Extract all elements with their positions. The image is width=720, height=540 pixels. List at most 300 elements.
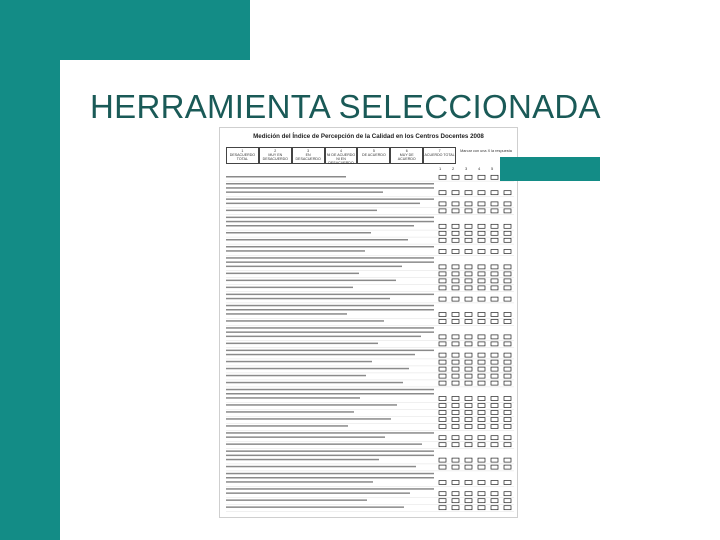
answer-checkbox (478, 353, 485, 357)
answer-checkbox (491, 458, 498, 462)
answer-checkbox (504, 404, 511, 408)
answer-checkbox (452, 265, 459, 269)
answer-checkbox (504, 458, 511, 462)
answer-checkbox (439, 335, 446, 339)
answer-checkbox (491, 191, 498, 195)
answer-checkbox (504, 224, 511, 228)
answer-checkbox (452, 250, 459, 254)
question-text (226, 466, 416, 468)
answer-checkbox (452, 418, 459, 422)
answer-checkbox (465, 465, 472, 469)
answer-checkbox (439, 313, 446, 317)
question-row (226, 272, 514, 278)
answer-checkbox (504, 335, 511, 339)
question-row (226, 432, 514, 441)
answer-checkbox (439, 224, 446, 228)
question-text (226, 432, 434, 434)
answer-checkbox (452, 238, 459, 242)
answer-checkbox (465, 404, 472, 408)
answer-checkbox (478, 209, 485, 213)
answer-checkbox (478, 238, 485, 242)
question-text (226, 354, 415, 356)
answer-checkbox (478, 418, 485, 422)
question-text (226, 459, 379, 461)
top-accent-bar (60, 0, 250, 60)
question-text (226, 411, 354, 413)
question-text (226, 488, 434, 490)
answer-checkbox (504, 499, 511, 503)
answer-checkbox (465, 458, 472, 462)
question-row (226, 305, 514, 319)
question-row (226, 389, 514, 403)
answer-checkbox (452, 481, 459, 485)
questionnaire-image (219, 127, 518, 518)
question-text (226, 327, 434, 329)
scale-label-2: 2 MUY EN DESACUERDO (259, 147, 292, 164)
answer-checkbox (491, 272, 498, 276)
answer-checkbox (439, 202, 446, 206)
answer-checkbox (465, 320, 472, 324)
answer-checkbox (478, 202, 485, 206)
answer-checkbox (465, 506, 472, 510)
answer-checkbox (439, 286, 446, 290)
question-text (226, 280, 396, 282)
question-row (226, 367, 514, 373)
answer-checkbox (452, 342, 459, 346)
answer-checkbox (439, 297, 446, 301)
answer-checkbox (504, 297, 511, 301)
column-number-1: 1 (439, 166, 442, 171)
answer-checkbox (504, 209, 511, 213)
answer-checkbox (478, 191, 485, 195)
question-text (226, 309, 434, 311)
answer-checkbox (439, 481, 446, 485)
question-text (226, 389, 434, 391)
answer-checkbox (478, 443, 485, 447)
question-row (226, 506, 514, 512)
answer-checkbox (491, 425, 498, 429)
column-number-5: 5 (491, 166, 494, 171)
column-number-2: 2 (452, 166, 455, 171)
answer-checkbox (465, 191, 472, 195)
question-text (226, 313, 347, 315)
answer-checkbox (452, 443, 459, 447)
question-row (226, 404, 514, 410)
answer-checkbox (478, 272, 485, 276)
answer-checkbox (452, 411, 459, 415)
answer-checkbox (452, 191, 459, 195)
question-row (226, 443, 514, 449)
answer-checkbox (452, 286, 459, 290)
question-text (226, 298, 390, 300)
question-row (226, 294, 514, 303)
answer-checkbox (504, 286, 511, 290)
answer-checkbox (491, 175, 498, 179)
scale-label-3: 3 EN DESACUERDO (292, 147, 325, 164)
answer-checkbox (491, 404, 498, 408)
answer-checkbox (452, 404, 459, 408)
answer-checkbox (504, 374, 511, 378)
question-text (226, 506, 404, 508)
answer-checkbox (452, 506, 459, 510)
question-row (226, 231, 514, 237)
answer-checkbox (439, 320, 446, 324)
question-row (226, 360, 514, 366)
question-row (226, 286, 514, 292)
rating-scale-legend (226, 147, 456, 164)
answer-checkbox (491, 313, 498, 317)
answer-checkbox (465, 397, 472, 401)
question-text (226, 176, 346, 178)
question-text (226, 305, 434, 307)
question-text (226, 382, 403, 384)
answer-checkbox (478, 481, 485, 485)
scale-label-7: 7 ACUERDO TOTAL (423, 147, 456, 164)
answer-checkbox (478, 265, 485, 269)
answer-checkbox (504, 313, 511, 317)
question-text (226, 294, 434, 296)
answer-checkbox (504, 506, 511, 510)
answer-checkbox (478, 425, 485, 429)
answer-checkbox (465, 231, 472, 235)
answer-checkbox (491, 381, 498, 385)
question-row (226, 257, 514, 271)
question-text (226, 404, 397, 406)
question-row (226, 183, 514, 197)
answer-checkbox (452, 381, 459, 385)
answer-checkbox (465, 313, 472, 317)
answer-checkbox (504, 202, 511, 206)
answer-checkbox (478, 297, 485, 301)
question-row (226, 279, 514, 285)
answer-checkbox (465, 499, 472, 503)
answer-checkbox (504, 465, 511, 469)
question-row (226, 425, 514, 431)
question-row (226, 327, 514, 341)
answer-checkbox (478, 279, 485, 283)
answer-checkbox (439, 175, 446, 179)
question-row (226, 198, 514, 207)
answer-checkbox (465, 374, 472, 378)
answer-checkbox (504, 443, 511, 447)
scale-label-6: 6 MUY DE ACUERDO (390, 147, 423, 164)
answer-checkbox (452, 224, 459, 228)
answer-checkbox (504, 367, 511, 371)
answer-checkbox (491, 209, 498, 213)
question-text (226, 336, 421, 338)
answer-checkbox (465, 353, 472, 357)
answer-checkbox (504, 481, 511, 485)
answer-checkbox (439, 499, 446, 503)
answer-checkbox (439, 353, 446, 357)
answer-checkbox (504, 492, 511, 496)
answer-checkbox (478, 374, 485, 378)
answer-checkbox (478, 492, 485, 496)
answer-checkbox (465, 224, 472, 228)
question-text (226, 443, 422, 445)
answer-checkbox (491, 279, 498, 283)
question-text (226, 343, 378, 345)
answer-checkbox (491, 506, 498, 510)
questionnaire-rows (220, 173, 517, 513)
answer-checkbox (465, 425, 472, 429)
answer-checkbox (452, 492, 459, 496)
answer-checkbox (452, 360, 459, 364)
answer-checkbox (504, 436, 511, 440)
answer-checkbox (452, 231, 459, 235)
answer-checkbox (452, 436, 459, 440)
answer-checkbox (439, 209, 446, 213)
answer-checkbox (439, 506, 446, 510)
question-text (226, 210, 377, 212)
answer-checkbox (452, 313, 459, 317)
accent-stripe (500, 157, 600, 181)
answer-checkbox (478, 465, 485, 469)
answer-checkbox (452, 458, 459, 462)
answer-checkbox (491, 499, 498, 503)
answer-checkbox (452, 279, 459, 283)
answer-checkbox (478, 411, 485, 415)
answer-checkbox (465, 411, 472, 415)
answer-checkbox (465, 286, 472, 290)
rating-column-header: Marcar con una X la respuesta (460, 149, 512, 153)
question-row (226, 175, 514, 181)
answer-checkbox (504, 418, 511, 422)
question-text (226, 187, 434, 189)
answer-checkbox (478, 367, 485, 371)
answer-checkbox (478, 175, 485, 179)
question-text (226, 261, 434, 263)
answer-checkbox (478, 360, 485, 364)
answer-checkbox (465, 297, 472, 301)
column-number-3: 3 (465, 166, 468, 171)
answer-checkbox (452, 175, 459, 179)
answer-checkbox (452, 272, 459, 276)
rounded-corner (60, 60, 90, 90)
answer-checkbox (478, 250, 485, 254)
answer-checkbox (439, 443, 446, 447)
answer-checkbox (504, 265, 511, 269)
answer-checkbox (478, 342, 485, 346)
question-text (226, 481, 373, 483)
answer-checkbox (478, 499, 485, 503)
answer-checkbox (478, 436, 485, 440)
answer-checkbox (452, 374, 459, 378)
answer-checkbox (465, 272, 472, 276)
question-text (226, 246, 434, 248)
question-text (226, 492, 410, 494)
answer-checkbox (491, 202, 498, 206)
question-text (226, 183, 434, 185)
answer-checkbox (504, 250, 511, 254)
answer-checkbox (491, 265, 498, 269)
question-text (226, 425, 348, 427)
answer-checkbox (439, 265, 446, 269)
answer-checkbox (452, 202, 459, 206)
question-text (226, 198, 434, 200)
question-text (226, 436, 385, 438)
answer-checkbox (478, 506, 485, 510)
question-text (226, 473, 434, 475)
question-text (226, 191, 383, 193)
answer-checkbox (491, 360, 498, 364)
answer-checkbox (478, 313, 485, 317)
answer-checkbox (491, 418, 498, 422)
question-text (226, 239, 408, 241)
question-row (226, 209, 514, 215)
answer-checkbox (465, 436, 472, 440)
answer-checkbox (439, 191, 446, 195)
question-row (226, 342, 514, 348)
answer-checkbox (491, 297, 498, 301)
answer-checkbox (478, 320, 485, 324)
answer-checkbox (439, 492, 446, 496)
answer-checkbox (478, 381, 485, 385)
answer-checkbox (439, 250, 446, 254)
answer-checkbox (491, 465, 498, 469)
answer-checkbox (491, 443, 498, 447)
question-row (226, 488, 514, 497)
answer-checkbox (504, 397, 511, 401)
answer-checkbox (465, 367, 472, 371)
question-row (226, 411, 514, 417)
question-text (226, 368, 409, 370)
questionnaire-title: Medición del Índice de Percepción de la Calidad en los Centros Docentes 2008 (253, 133, 484, 140)
question-text (226, 477, 434, 479)
answer-checkbox (465, 481, 472, 485)
answer-checkbox (452, 397, 459, 401)
answer-checkbox (452, 465, 459, 469)
answer-checkbox (504, 191, 511, 195)
answer-checkbox (491, 367, 498, 371)
answer-checkbox (504, 320, 511, 324)
slide-title: HERRAMIENTA SELECCIONADA (90, 88, 601, 125)
answer-checkbox (452, 209, 459, 213)
question-text (226, 499, 367, 501)
answer-checkbox (439, 411, 446, 415)
answer-checkbox (465, 492, 472, 496)
answer-checkbox (478, 458, 485, 462)
answer-checkbox (439, 418, 446, 422)
answer-checkbox (465, 250, 472, 254)
answer-checkbox (491, 481, 498, 485)
answer-checkbox (504, 425, 511, 429)
question-text (226, 203, 420, 205)
answer-checkbox (491, 231, 498, 235)
answer-checkbox (491, 286, 498, 290)
answer-checkbox (504, 411, 511, 415)
question-text (226, 250, 365, 252)
answer-checkbox (491, 320, 498, 324)
answer-checkbox (504, 342, 511, 346)
answer-checkbox (452, 425, 459, 429)
question-text (226, 320, 384, 322)
left-accent-bar (0, 0, 60, 540)
answer-checkbox (478, 404, 485, 408)
question-row (226, 499, 514, 505)
answer-checkbox (478, 397, 485, 401)
answer-checkbox (504, 381, 511, 385)
question-text (226, 266, 402, 268)
question-row (226, 473, 514, 487)
answer-checkbox (439, 404, 446, 408)
answer-checkbox (452, 367, 459, 371)
question-row (226, 246, 514, 255)
question-text (226, 361, 372, 363)
question-text (226, 418, 391, 420)
question-row (226, 465, 514, 471)
question-row (226, 450, 514, 464)
question-row (226, 238, 514, 244)
answer-checkbox (465, 335, 472, 339)
question-text (226, 350, 434, 352)
answer-checkbox (491, 436, 498, 440)
answer-checkbox (465, 202, 472, 206)
question-text (226, 455, 434, 457)
question-text (226, 397, 360, 399)
scale-label-1: 1 DESACUERDO TOTAL (226, 147, 259, 164)
question-text (226, 273, 359, 275)
question-row (226, 350, 514, 359)
answer-checkbox (452, 353, 459, 357)
answer-checkbox (439, 374, 446, 378)
answer-checkbox (504, 353, 511, 357)
question-text (226, 393, 434, 395)
question-row (226, 217, 514, 231)
answer-checkbox (439, 436, 446, 440)
answer-checkbox (491, 374, 498, 378)
scale-label-5: 5 DE ACUERDO (357, 147, 390, 164)
answer-checkbox (439, 397, 446, 401)
answer-checkbox (491, 397, 498, 401)
question-text (226, 225, 414, 227)
answer-checkbox (465, 175, 472, 179)
answer-checkbox (504, 279, 511, 283)
answer-checkbox (504, 360, 511, 364)
question-row (226, 381, 514, 387)
answer-checkbox (491, 492, 498, 496)
question-text (226, 450, 434, 452)
answer-checkbox (465, 342, 472, 346)
answer-checkbox (491, 353, 498, 357)
answer-checkbox (465, 279, 472, 283)
answer-checkbox (439, 381, 446, 385)
answer-checkbox (452, 320, 459, 324)
answer-checkbox (439, 367, 446, 371)
answer-checkbox (465, 209, 472, 213)
question-text (226, 232, 371, 234)
answer-checkbox (452, 499, 459, 503)
answer-checkbox (465, 443, 472, 447)
answer-checkbox (491, 342, 498, 346)
answer-checkbox (465, 418, 472, 422)
answer-checkbox (478, 224, 485, 228)
answer-checkbox (491, 250, 498, 254)
answer-checkbox (439, 425, 446, 429)
column-number-4: 4 (478, 166, 481, 171)
answer-checkbox (439, 231, 446, 235)
answer-checkbox (452, 335, 459, 339)
answer-checkbox (439, 279, 446, 283)
answer-checkbox (504, 272, 511, 276)
question-row (226, 320, 514, 326)
answer-checkbox (491, 335, 498, 339)
answer-checkbox (491, 411, 498, 415)
answer-checkbox (504, 231, 511, 235)
answer-checkbox (439, 360, 446, 364)
answer-checkbox (452, 297, 459, 301)
question-row (226, 418, 514, 424)
